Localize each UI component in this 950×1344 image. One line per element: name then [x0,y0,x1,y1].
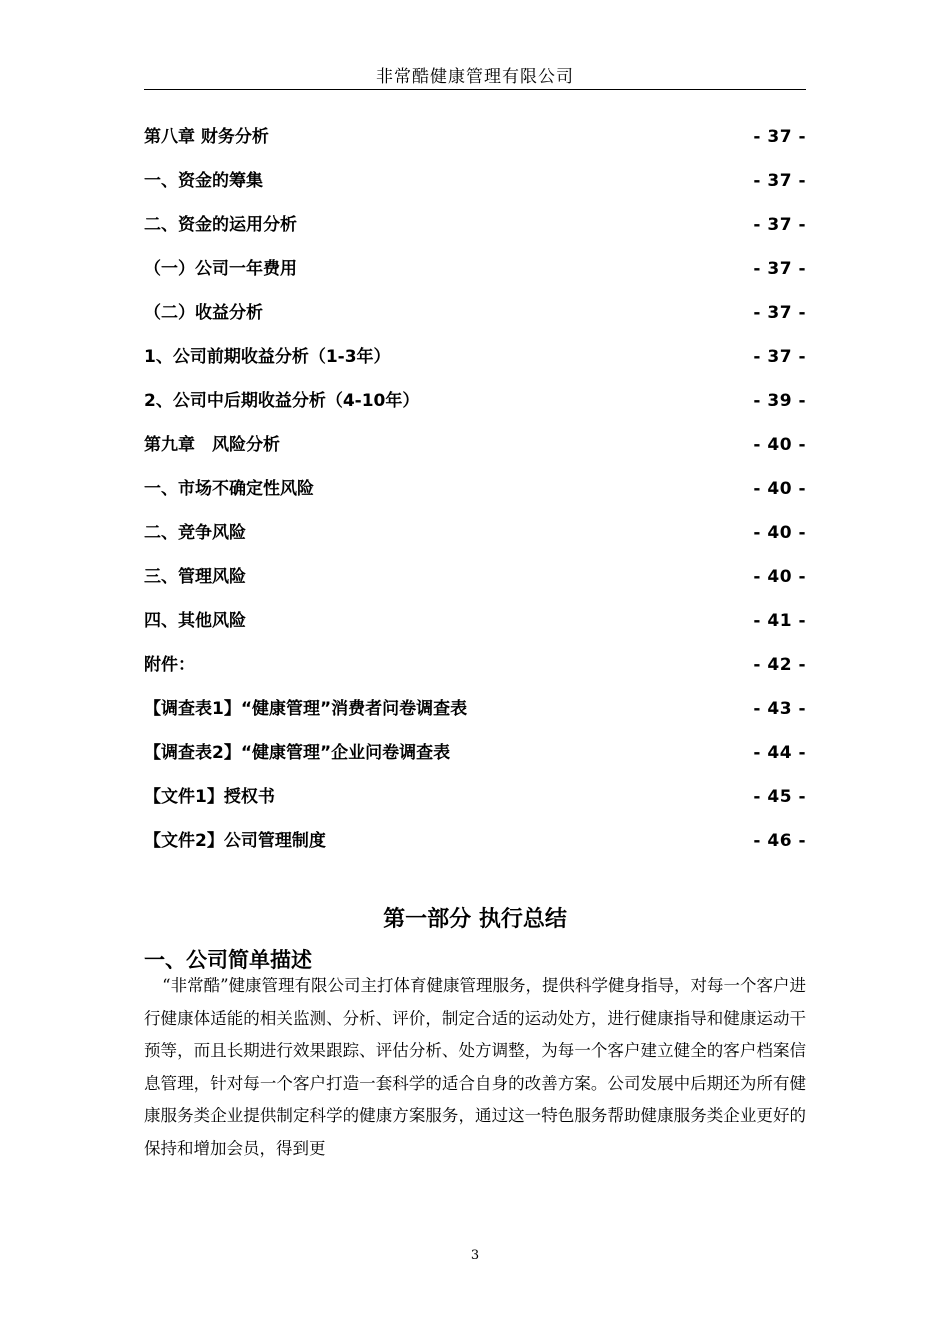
toc-entry-label: 一、资金的筹集 [144,171,263,191]
toc-entry-label: 2、公司中后期收益分析（4-10年） [144,391,420,411]
body-paragraph: “非常酷”健康管理有限公司主打体育健康管理服务，提供科学健身指导，对每一个客户进行健康体适能的相关监测、分析、评价，制定合适的运动处方，进行健康指导和健康运动干预等，而且长期进行效果跟踪、评估分析、处方调整，为每一个客户建立健全的客户档案信息管理，针对每一个客户打造一套科学的适合自身的改善方案。公司发展中后期还为所有健康服务类企业提供制定科学的健康方案服务，通过这一特色服务帮助健康服务类企业更好的保持和增加会员，得到更 [144,976,807,1158]
toc-entry-label: 1、公司前期收益分析（1-3年） [144,347,391,367]
toc-entry-label: 【文件1】授权书 [144,787,275,807]
toc-entry-page: - 44 - [753,743,806,763]
toc-entry[interactable] [144,249,806,293]
toc-entry[interactable] [144,293,806,337]
toc-entry-label: 【调查表1】“健康管理”消费者问卷调查表 [144,699,468,719]
toc-entry[interactable] [144,513,806,557]
page-number: 3 [470,1248,480,1263]
toc-entry[interactable] [144,821,806,865]
toc-entry[interactable] [144,161,806,205]
toc-entry-page: - 37 - [753,127,806,147]
toc-entry-label: 【调查表2】“健康管理”企业问卷调查表 [144,743,451,763]
toc-entry-page: - 42 - [753,655,806,675]
toc-entry-page: - 40 - [753,567,806,587]
toc-entry[interactable] [144,337,806,381]
toc-entry-label: 一、市场不确定性风险 [144,479,314,499]
toc-entry-label: 第九章 风险分析 [144,435,280,455]
toc-entry-label: 【文件2】公司管理制度 [144,831,326,851]
toc-entry[interactable] [144,469,806,513]
toc-entry-label: 附件： [144,655,195,675]
toc-entry[interactable] [144,601,806,645]
toc-entry-page: - 40 - [753,435,806,455]
toc-entry[interactable] [144,645,806,689]
toc-entry[interactable] [144,689,806,733]
toc-entry-page: - 40 - [753,523,806,543]
toc-entry-label: 第八章 财务分析 [144,127,269,147]
toc-entry-page: - 37 - [753,303,806,323]
toc-entry-page: - 46 - [753,831,806,851]
toc-entry-page: - 40 - [753,479,806,499]
toc-entry-label: 三、管理风险 [144,567,246,587]
part-title: 第一部分 执行总结 [383,907,567,932]
toc-entry-label: 二、资金的运用分析 [144,215,297,235]
toc-entry-label: （二）收益分析 [144,303,263,323]
toc-entry-page: - 37 - [753,215,806,235]
toc-entry-label: 二、竞争风险 [144,523,246,543]
toc-entry[interactable] [144,205,806,249]
section-heading: 一、公司简单描述 [144,948,312,972]
table-of-contents [144,117,806,865]
toc-entry[interactable] [144,733,806,777]
toc-entry-page: - 37 - [753,171,806,191]
toc-entry-label: 四、其他风险 [144,611,246,631]
toc-entry[interactable] [144,117,806,161]
toc-entry[interactable] [144,777,806,821]
toc-entry-page: - 41 - [753,611,806,631]
toc-entry[interactable] [144,425,806,469]
toc-entry-page: - 37 - [753,347,806,367]
toc-entry-page: - 39 - [753,391,806,411]
toc-entry[interactable] [144,557,806,601]
toc-entry-label: （一）公司一年费用 [144,259,297,279]
toc-entry-page: - 45 - [753,787,806,807]
toc-entry-page: - 37 - [753,259,806,279]
header-divider [144,89,806,90]
page-header: 非常酷健康管理有限公司 [376,67,574,87]
toc-entry-page: - 43 - [753,699,806,719]
toc-entry[interactable] [144,381,806,425]
